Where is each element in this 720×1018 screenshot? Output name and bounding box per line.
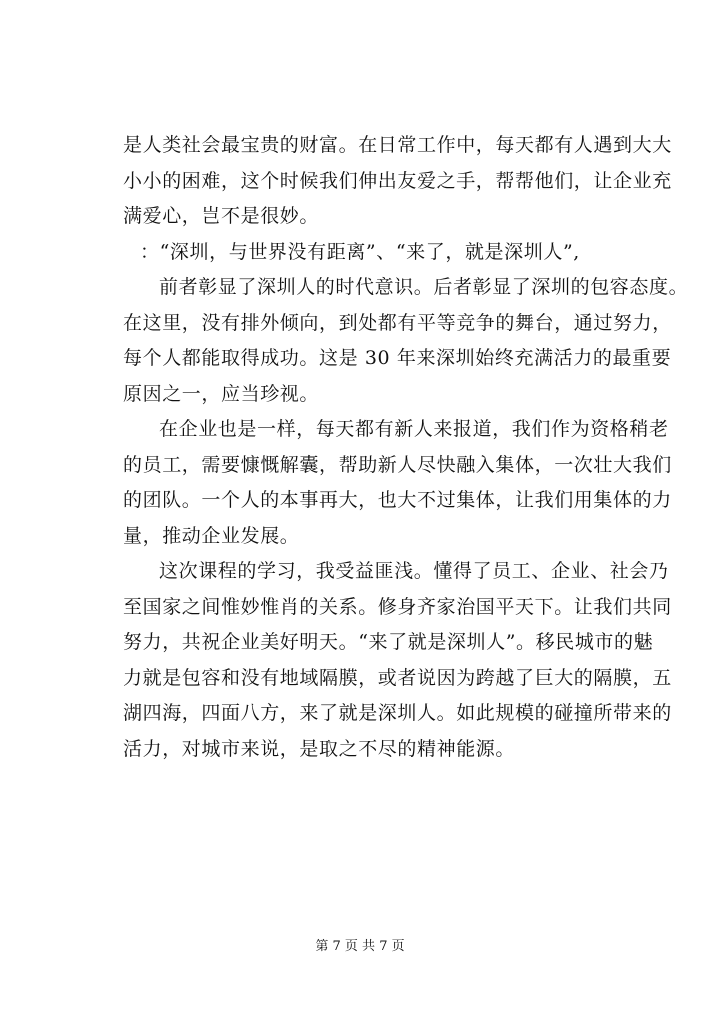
text-line: 小小的困难，这个时候我们伸出友爱之手，帮帮他们，让企业充	[123, 169, 672, 192]
text-line: 的员工，需要慷慨解囊，帮助新人尽快融入集体，一次壮大我们	[123, 453, 672, 476]
paragraph-first-line: 前者彰显了深圳人的时代意识。后者彰显了深圳的包容态度。	[159, 276, 689, 298]
text-line: 满爱心，岂不是很妙。	[123, 205, 320, 227]
text-line: 量，推动企业发展。	[123, 524, 300, 547]
text-line: 在这里，没有排外倾向，到处都有平等竞争的舞台，通过努力，	[123, 311, 672, 334]
text-line: ：“深圳，与世界没有距离”、“来了，就是深圳人”,	[140, 240, 580, 263]
text-line: 湖四海，四面八方，来了就是深圳人。如此规模的碰撞所带来的	[123, 702, 672, 724]
text-line: 至国家之间惟妙惟肖的关系。修身齐家治国平天下。让我们共同	[123, 595, 672, 618]
text-line: 原因之一，应当珍视。	[123, 382, 320, 405]
page-footer	[0, 938, 720, 956]
text-line: 每个人都能取得成功。这是 30 年来深圳始终充满活力的最重要	[123, 347, 672, 369]
page-number: 第 7 页 共 7 页	[315, 939, 405, 954]
text-line: 力就是包容和没有地域隔膜，或者说因为跨越了巨大的隔膜，五	[123, 666, 672, 689]
text-line: 努力，共祝企业美好明天。“来了就是深圳人”。移民城市的魅	[123, 631, 654, 653]
text-line: 的团队。一个人的本事再大，也大不过集体，让我们用集体的力	[123, 489, 672, 511]
text-line: 活力，对城市来说，是取之不尽的精神能源。	[123, 737, 516, 760]
document-body	[123, 128, 689, 767]
text-line: 是人类社会最宝贵的财富。在日常工作中，每天都有人遇到大大	[123, 134, 672, 156]
paragraph-first-line: 在企业也是一样，每天都有新人来报道，我们作为资格稍老	[159, 418, 669, 440]
paragraph-first-line: 这次课程的学习，我受益匪浅。懂得了员工、企业、社会乃	[159, 560, 669, 582]
